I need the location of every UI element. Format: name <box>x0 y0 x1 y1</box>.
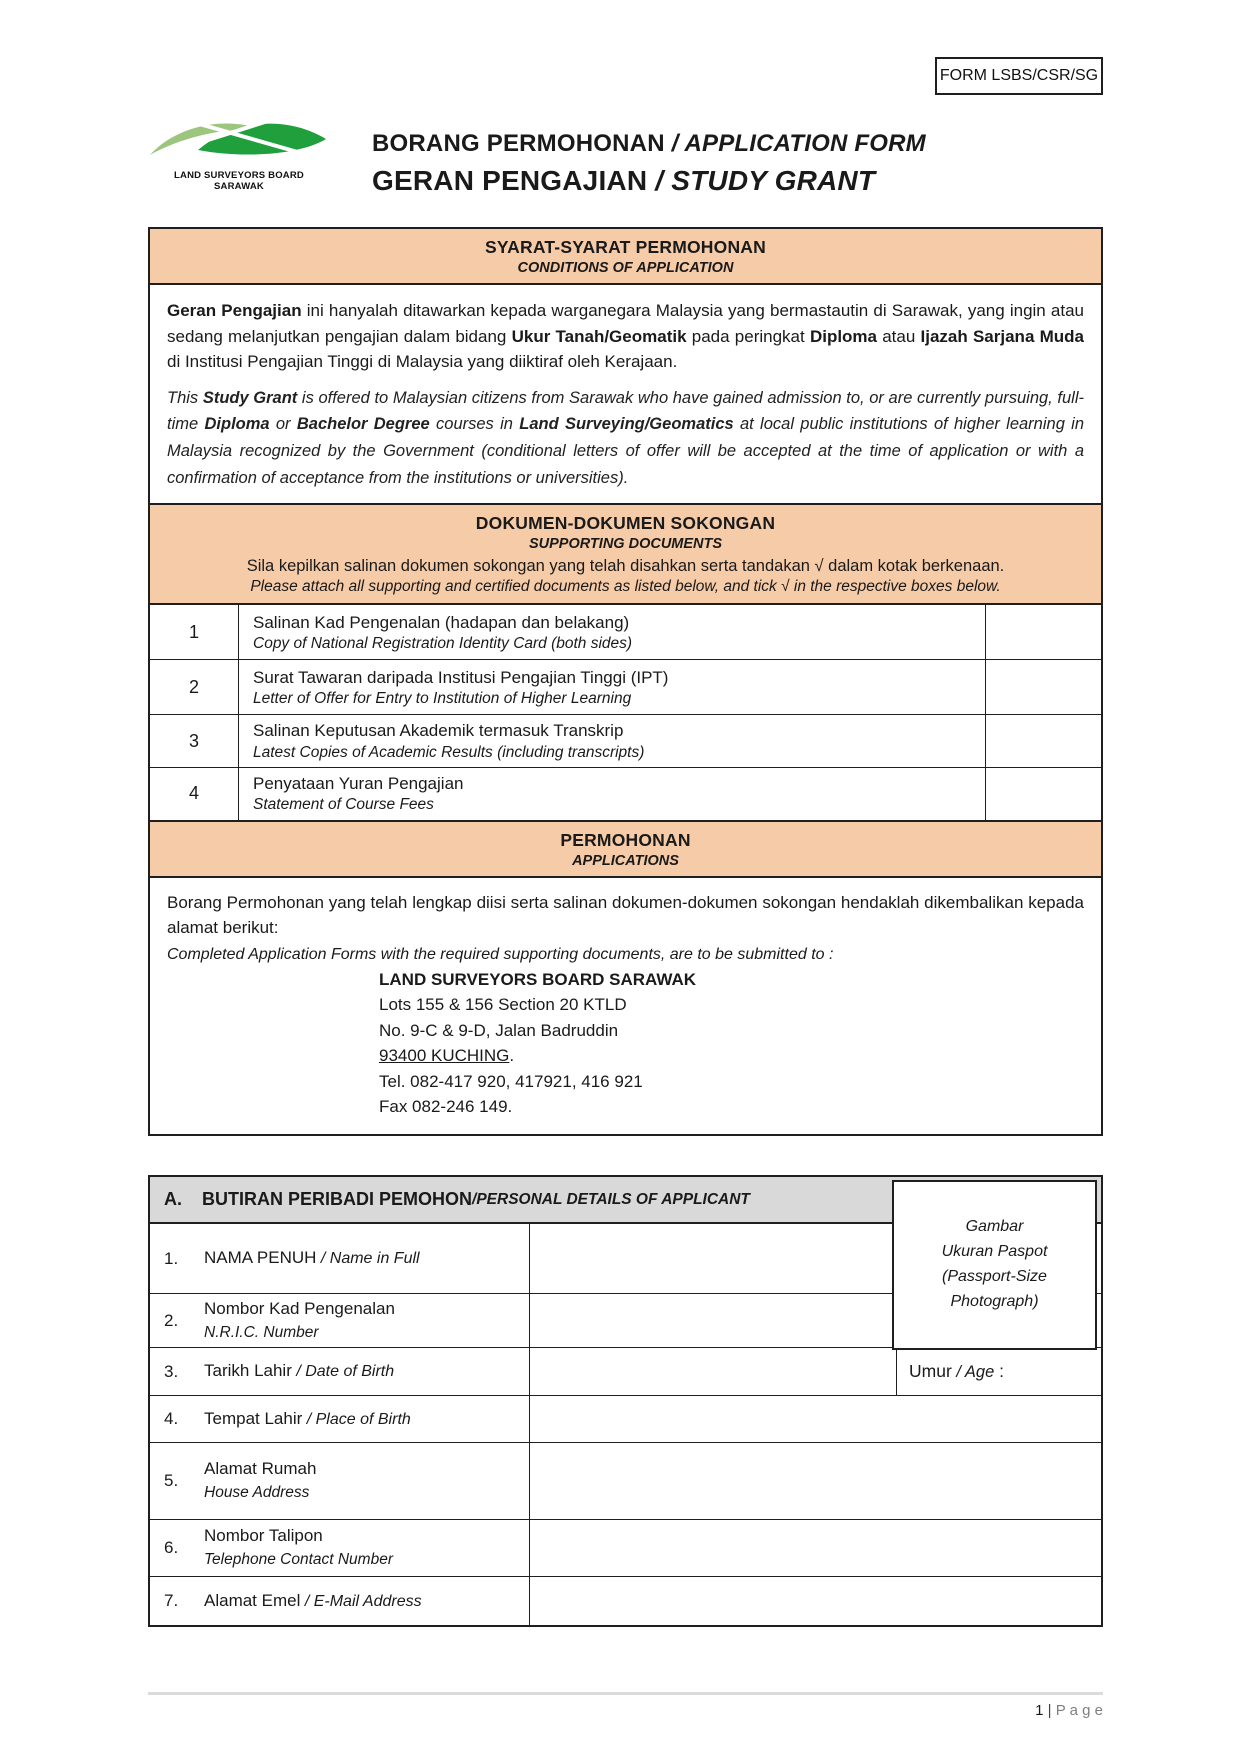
page-number: 1 | P a g e <box>1035 1702 1103 1719</box>
document-row-2-tick-box[interactable] <box>985 660 1101 714</box>
field-row-dob <box>150 1348 1101 1396</box>
field-name-number: 1. <box>164 1248 179 1268</box>
conditions-body <box>150 285 1101 505</box>
field-row-email <box>150 1577 1101 1625</box>
document-row-3-number: 3 <box>150 715 239 767</box>
title-sep-2: / <box>647 165 672 196</box>
field-dob-number: 3. <box>164 1361 179 1381</box>
field-home-address-number: 5. <box>164 1471 179 1490</box>
document-row-2-title-en: Letter of Offer for Entry to Institution of Higher Learning <box>253 689 632 707</box>
logo-caption: LAND SURVEYORS BOARD SARAWAK <box>174 170 304 192</box>
conditions-heading-ms: SYARAT-SYARAT PERMOHONAN <box>485 237 766 257</box>
photo-box[interactable] <box>892 1180 1097 1350</box>
section-a-heading-sep: / <box>472 1190 477 1208</box>
document-row-3-title-ms: Salinan Keputusan Akademik termasuk Transkrip <box>253 721 624 741</box>
conditions-heading-en: CONDITIONS OF APPLICATION <box>517 260 734 276</box>
document-row-1-tick-box[interactable] <box>985 605 1101 659</box>
documents-heading-en: SUPPORTING DOCUMENTS <box>528 536 723 553</box>
documents-note-ms: Sila kepilkan salinan dokumen sokongan yang telah disahkan serta tandakan √ dalam kotak berkenaan. <box>246 557 1005 576</box>
photo-box-line-2: Ukuran Paspot <box>941 1243 1048 1261</box>
field-home-address-label: Alamat Rumah House Address <box>204 1459 317 1502</box>
info-table <box>148 227 1103 1136</box>
field-dob-label: Tarikh Lahir / Date of Birth <box>204 1361 395 1381</box>
title-line-2-ms: GERAN PENGAJIAN <box>372 165 648 196</box>
applications-body <box>150 878 1101 1134</box>
field-telephone-input[interactable] <box>530 1520 1101 1576</box>
document-row-2-title-ms: Surat Tawaran daripada Institusi Pengajian Tinggi (IPT) <box>253 667 669 687</box>
documents-note-en: Please attach all supporting and certified documents as listed below, and tick √ in the respective boxes below. <box>250 578 1001 596</box>
logo <box>148 112 330 192</box>
document-row-1-number: 1 <box>150 605 239 659</box>
title-sep-1: / <box>664 130 685 157</box>
document-row-4-number: 4 <box>150 768 239 820</box>
field-age-label: Umur / Age : <box>909 1361 1005 1381</box>
photo-box-line-4: Photograph) <box>950 1292 1039 1310</box>
field-age-cell[interactable] <box>896 1348 1101 1395</box>
field-home-address-input[interactable] <box>530 1443 1101 1519</box>
applications-heading-en: APPLICATIONS <box>572 852 679 869</box>
field-email-number: 7. <box>164 1591 179 1610</box>
field-email-input[interactable] <box>530 1577 1101 1625</box>
document-row-3-tick-box[interactable] <box>985 715 1101 767</box>
field-email-label: Alamat Emel / E-Mail Address <box>204 1590 422 1610</box>
document-row-4-title-en: Statement of Course Fees <box>253 796 434 814</box>
field-pob-number: 4. <box>164 1409 179 1428</box>
document-row-1-title-ms: Salinan Kad Pengenalan (hadapan dan belakang) <box>253 612 630 632</box>
document-row-1-title-en: Copy of National Registration Identity Card (both sides) <box>253 634 633 652</box>
footer-divider <box>148 1692 1103 1695</box>
title-line-1-en: APPLICATION FORM <box>684 130 926 157</box>
document-row-1 <box>150 605 1101 660</box>
photo-box-line-3: (Passport-Size <box>942 1268 1047 1285</box>
title-line-1 <box>372 130 926 158</box>
document-row-3 <box>150 715 1101 768</box>
address-line-2: No. 9-C & 9-D, Jalan Badruddin <box>379 1020 619 1040</box>
conditions-paragraph-en: This Study Grant is offered to Malaysian citizens from Sarawak who have gained admission to, or are currently pursuing, full-time Diploma or Bachelor Degree courses in Land Surveying/Geomatics at local public institutions of higher learning in Malaysia recognized by the Government (conditional letters of offer will be accepted at the time of application or with a confirmation of acceptance from the institutions or universities). <box>167 388 1085 487</box>
address-city: 93400 KUCHING. <box>379 1046 515 1066</box>
conditions-header <box>150 229 1101 285</box>
field-pob-input[interactable] <box>530 1396 1101 1442</box>
section-a-letter: A. <box>164 1189 182 1209</box>
logo-graphic <box>148 112 330 164</box>
field-nric-label: Nombor Kad Pengenalan N.R.I.C. Number <box>204 1298 395 1341</box>
address-fax: Fax 082-246 149. <box>379 1097 513 1117</box>
field-row-pob <box>150 1396 1101 1443</box>
applications-header <box>150 822 1101 878</box>
address-line-1: Lots 155 & 156 Section 20 KTLD <box>379 995 627 1015</box>
field-name-label: NAMA PENUH / Name in Full <box>204 1248 420 1268</box>
field-telephone-number: 6. <box>164 1538 179 1557</box>
field-row-telephone <box>150 1520 1101 1577</box>
form-code-box <box>935 57 1103 95</box>
field-row-home-address <box>150 1443 1101 1520</box>
field-telephone-label: Nombor Talipon Telephone Contact Number <box>204 1526 393 1569</box>
document-row-4 <box>150 768 1101 820</box>
field-pob-label: Tempat Lahir / Place of Birth <box>204 1408 411 1428</box>
documents-list <box>150 605 1101 821</box>
document-row-2-number: 2 <box>150 660 239 714</box>
applications-paragraph-ms: Borang Permohonan yang telah lengkap diisi serta salinan dokumen-dokumen sokongan hendaklah dikembalikan kepada alamat berikut: <box>167 892 1084 938</box>
form-code-text: FORM LSBS/CSR/SG <box>939 67 1099 84</box>
document-row-3-title-en: Latest Copies of Academic Results (including transcripts) <box>253 743 645 761</box>
documents-heading-ms: DOKUMEN-DOKUMEN SOKONGAN <box>475 513 776 534</box>
section-a-heading-ms: BUTIRAN PERIBADI PEMOHON <box>202 1189 473 1209</box>
document-row-4-tick-box[interactable] <box>985 768 1101 820</box>
applications-heading-ms: PERMOHONAN <box>560 829 691 850</box>
address-telephone: Tel. 082-417 920, 417921, 416 921 <box>379 1071 643 1091</box>
address-org-name: LAND SURVEYORS BOARD SARAWAK <box>379 969 697 989</box>
applications-paragraph-en: Completed Application Forms with the required supporting documents, are to be submitted to : <box>167 945 834 963</box>
submission-address <box>379 967 1084 1120</box>
field-dob-input[interactable] <box>530 1348 896 1395</box>
title-line-2 <box>372 165 926 197</box>
title-line-1-ms: BORANG PERMOHONAN <box>372 130 665 157</box>
photo-box-line-1: Gambar <box>965 1218 1024 1236</box>
conditions-paragraph-ms: Geran Pengajian ini hanyalah ditawarkan kepada warganegara Malaysia yang bermastautin di Sarawak, yang ingin atau sedang melanjutkan pengajian dalam bidang Ukur Tanah/Geomatik pada peringkat Diploma atau Ijazah Sarjana Muda di Institusi Pengajian Tinggi di Malaysia yang diiktiraf oleh Kerajaan. <box>167 301 1084 371</box>
document-row-2 <box>150 660 1101 715</box>
title-line-2-en: STUDY GRANT <box>671 165 876 196</box>
document-row-4-title-ms: Penyataan Yuran Pengajian <box>253 774 464 793</box>
page-title <box>372 130 926 197</box>
section-a-heading-en: PERSONAL DETAILS OF APPLICANT <box>476 1190 750 1208</box>
documents-header <box>150 505 1101 605</box>
field-nric-number: 2. <box>164 1310 179 1330</box>
